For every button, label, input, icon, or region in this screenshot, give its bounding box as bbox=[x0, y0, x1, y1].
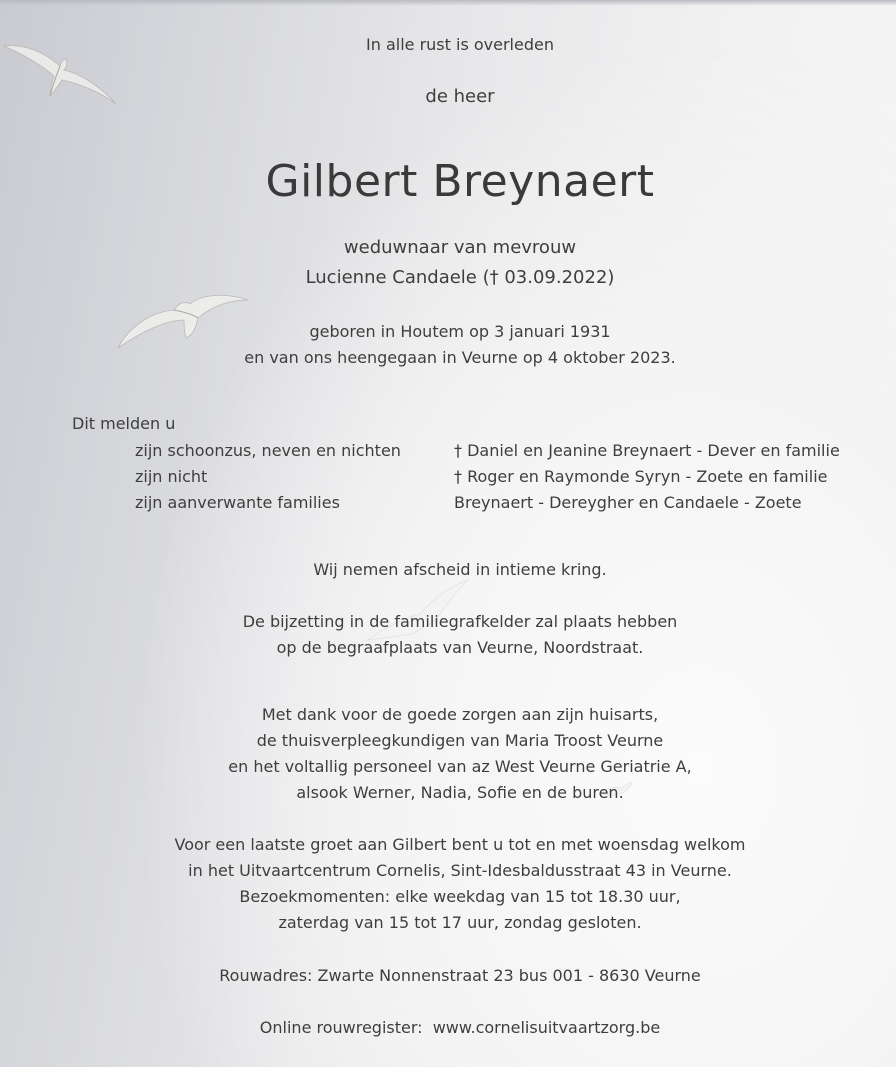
burial-line: De bijzetting in de familiegrafkelder zal plaats hebben bbox=[242, 612, 678, 631]
thanks-line: Met dank voor de goede zorgen aan zijn huisarts, bbox=[261, 705, 659, 724]
visit-line: Voor een laatste groet aan Gilbert bent u tot en met woensdag welkom bbox=[174, 835, 746, 854]
family-right-item: † Daniel en Jeanine Breynaert - Dever en familie bbox=[454, 441, 840, 460]
family-left-item: zijn aanverwante families bbox=[135, 493, 340, 512]
visit-line: in het Uitvaartcentrum Cornelis, Sint-Idesbaldusstraat 43 in Veurne. bbox=[188, 861, 732, 880]
intro-text: In alle rust is overleden bbox=[366, 35, 554, 54]
burial-line: op de begraafplaats van Veurne, Noordstraat. bbox=[276, 638, 644, 657]
address-line: Rouwadres: Zwarte Nonnenstraat 23 bus 001 - 8630 Veurne bbox=[219, 966, 701, 985]
family-left-item: zijn nicht bbox=[135, 467, 208, 486]
family-right-column bbox=[454, 438, 840, 516]
death-line: en van ons heengegaan in Veurne op 4 oktober 2023. bbox=[244, 348, 676, 367]
thanks-line: en het voltallig personeel van az West Veurne Geriatrie A, bbox=[228, 757, 692, 776]
spouse-line-1: weduwnaar van mevrouw bbox=[343, 237, 577, 258]
online-register-line: Online rouwregister: www.cornelisuitvaartzorg.be bbox=[259, 1018, 661, 1037]
family-right-item: † Roger en Raymonde Syryn - Zoete en familie bbox=[454, 467, 828, 486]
title-prefix: de heer bbox=[425, 86, 495, 107]
family-left-column bbox=[135, 438, 401, 516]
farewell-text: Wij nemen afscheid in intieme kring. bbox=[313, 560, 607, 579]
family-right-item: Breynaert - Dereygher en Candaele - Zoete bbox=[454, 493, 802, 512]
birth-line: geboren in Houtem op 3 januari 1931 bbox=[309, 322, 611, 341]
family-intro: Dit melden u bbox=[72, 414, 176, 433]
deceased-name: Gilbert Breynaert bbox=[265, 156, 655, 207]
visit-line: Bezoekmomenten: elke weekdag van 15 tot 18.30 uur, bbox=[239, 887, 681, 906]
thanks-line: de thuisverpleegkundigen van Maria Troost Veurne bbox=[256, 731, 664, 750]
spouse-line-2: Lucienne Candaele († 03.09.2022) bbox=[305, 267, 615, 288]
visit-line: zaterdag van 15 tot 17 uur, zondag gesloten. bbox=[278, 913, 642, 932]
family-left-item: zijn schoonzus, neven en nichten bbox=[135, 441, 401, 460]
thanks-line: alsook Werner, Nadia, Sofie en de buren. bbox=[296, 783, 624, 802]
